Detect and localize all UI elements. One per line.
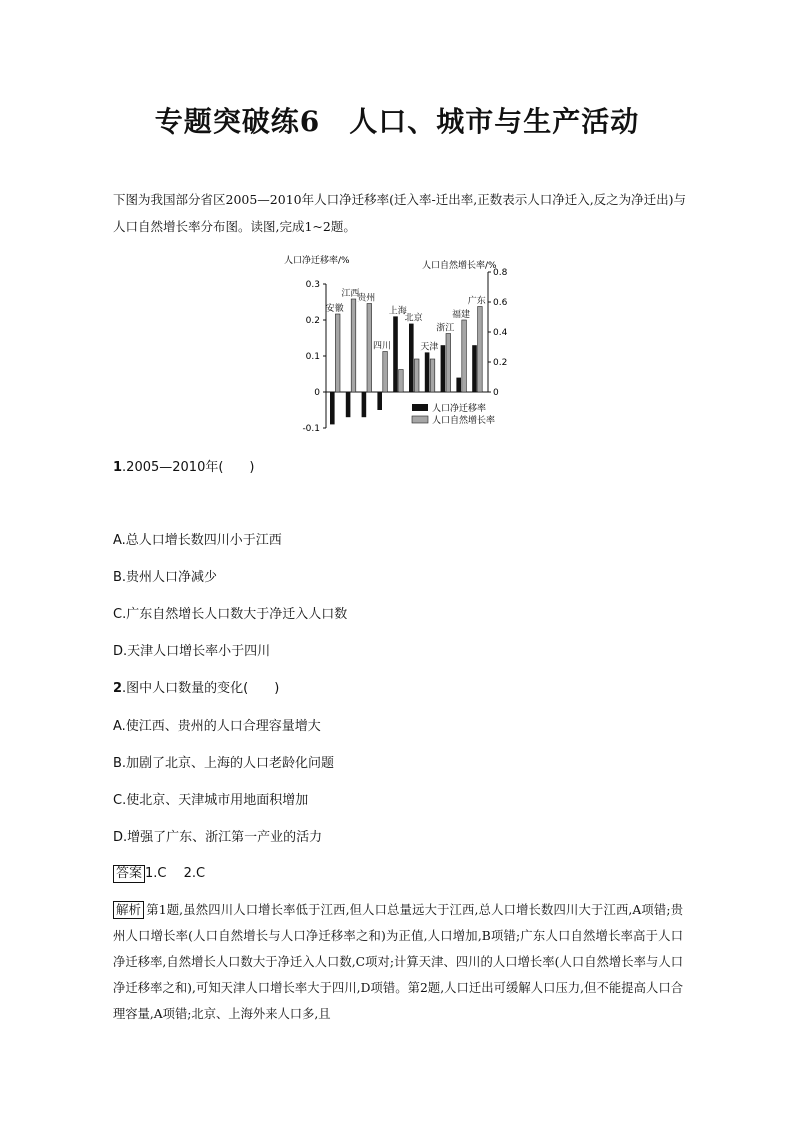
population-chart <box>276 252 526 432</box>
right-tick-label: 0.2 <box>493 358 508 368</box>
explanation-label: 解析 <box>113 901 144 919</box>
left-tick-label: 0 <box>314 388 320 398</box>
question-1-option-d: D.天津人口增长率小于四川 <box>113 644 271 659</box>
left-tick-label: -0.1 <box>302 424 320 432</box>
answer-label: 答案 <box>113 865 145 883</box>
net-migration-bar-5 <box>409 324 414 392</box>
legend-swatch-natural-growth <box>412 416 428 423</box>
explanation-text: 第1题,虽然四川人口增长率低于江西,但人口总量远大于江西,总人口增长数四川大于江西,A项错;贵州人口增长率(人口自然增长与人口净迁移率之和)为正值,人口增加,B项错;广东人口自然增长率高于人口净迁移率,自然增长人口数大于净迁入人口数,C项对;计算天津、四川的人口增长率(人口自然增长率与人口净迁移率之和),可知天津人口增长率大于四川,D项错。第2题,人口迁出可缓解人口压力,但不能提高人口合理容量,A项错;北京、上海外来人口多,且 <box>113 903 683 1021</box>
natural-growth-bar-8 <box>462 320 467 392</box>
legend-label-natural-growth: 人口自然增长率 <box>432 416 496 426</box>
left-tick-label: 0.1 <box>305 352 320 362</box>
question-2-stem: 2.图中人口数量的变化( ) <box>113 681 280 696</box>
page-title: 专题突破练6 人口、城市与生产活动 <box>154 105 640 138</box>
natural-growth-bar-5 <box>414 359 419 392</box>
right-tick-label: 0.8 <box>493 268 508 278</box>
question-2-option-a: A.使江西、贵州的人口合理容量增大 <box>113 719 321 734</box>
question-1-stem: 1.2005—2010年( ) <box>113 460 255 475</box>
net-migration-bar-4 <box>393 316 398 392</box>
question-2-option-d: D.增强了广东、浙江第一产业的活力 <box>113 830 323 845</box>
answer-text: 1.C 2.C <box>145 866 206 881</box>
natural-growth-bar-0 <box>335 314 340 392</box>
chart-legend <box>412 402 495 426</box>
category-label: 安徽 <box>325 304 344 314</box>
natural-growth-bar-4 <box>399 370 404 393</box>
left-axis-title: 人口净迁移率/% <box>284 256 350 266</box>
category-label: 广东 <box>467 296 486 307</box>
legend-swatch-net-migration <box>412 404 428 411</box>
category-label: 江西 <box>341 289 360 299</box>
question-1-option-b: B.贵州人口净减少 <box>113 570 218 585</box>
left-tick-label: 0.2 <box>305 316 320 326</box>
net-migration-bar-9 <box>472 345 477 392</box>
explanation-paragraph <box>113 897 683 1027</box>
answer-line <box>113 862 205 883</box>
question-1-option-c: C.广东自然增长人口数大于净迁入人口数 <box>113 607 348 622</box>
category-label: 天津 <box>420 342 439 353</box>
net-migration-bar-6 <box>425 352 430 392</box>
natural-growth-bar-7 <box>446 334 451 393</box>
question-1-option-a: A.总人口增长数四川小于江西 <box>113 533 282 548</box>
question-2-option-b: B.加剧了北京、上海的人口老龄化问题 <box>113 756 335 771</box>
natural-growth-bar-3 <box>383 352 388 393</box>
net-migration-bar-0 <box>330 392 335 424</box>
natural-growth-bar-1 <box>351 299 356 392</box>
net-migration-bar-7 <box>441 345 446 392</box>
natural-growth-bar-9 <box>478 307 483 393</box>
left-tick-label: 0.3 <box>305 280 320 290</box>
category-label: 四川 <box>372 341 392 352</box>
question-2-option-c: C.使北京、天津城市用地面积增加 <box>113 793 309 808</box>
net-migration-bar-8 <box>456 378 461 392</box>
natural-growth-bar-2 <box>367 304 372 393</box>
right-tick-label: 0 <box>493 388 499 398</box>
right-tick-label: 0.6 <box>493 298 508 308</box>
category-label: 贵州 <box>357 293 376 304</box>
net-migration-bar-3 <box>377 392 382 410</box>
net-migration-bar-2 <box>362 392 367 417</box>
right-tick-label: 0.4 <box>493 328 508 338</box>
right-axis-title: 人口自然增长率/% <box>422 261 497 271</box>
intro-paragraph: 下图为我国部分省区2005—2010年人口净迁移率(迁入率-迁出率,正数表示人口净迁入,反之为净迁出)与人口自然增长率分布图。读图,完成1~2题。 <box>113 192 687 234</box>
category-label: 福建 <box>451 310 471 320</box>
legend-label-net-migration: 人口净迁移率 <box>432 404 487 414</box>
category-label: 浙江 <box>436 323 455 334</box>
net-migration-bar-1 <box>346 392 351 417</box>
category-label: 上海 <box>388 306 407 317</box>
category-label: 北京 <box>404 313 423 324</box>
natural-growth-bar-6 <box>430 359 435 392</box>
